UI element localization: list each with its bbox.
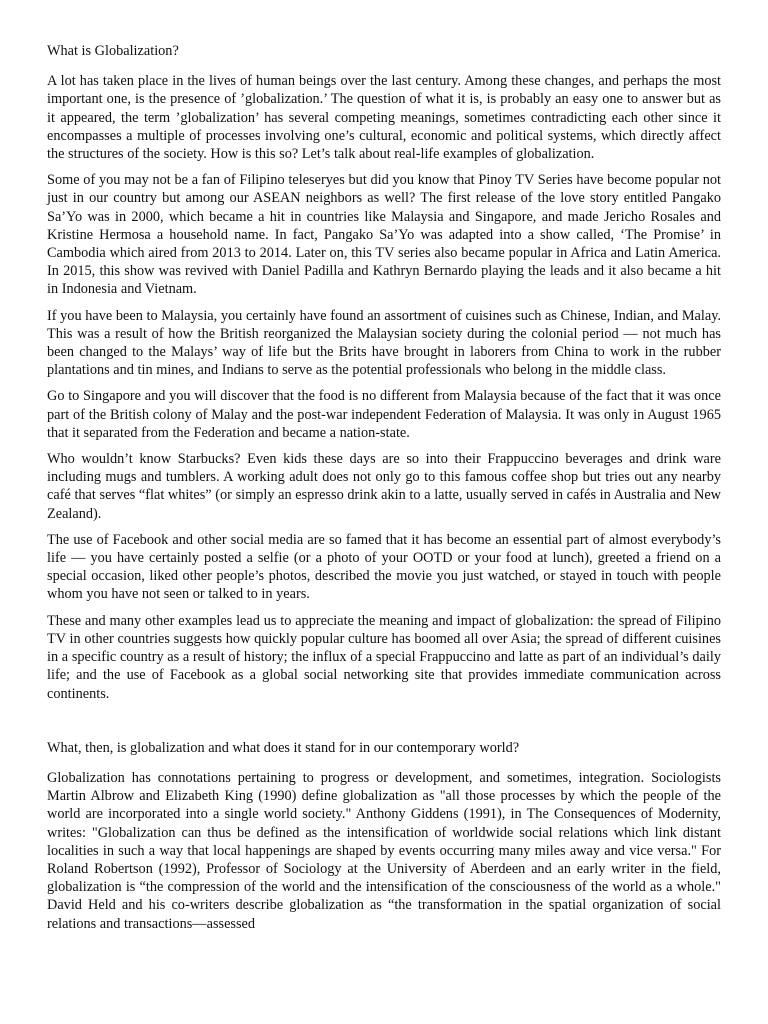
document-page xyxy=(47,42,721,941)
paragraph-malaysia: If you have been to Malaysia, you certainly have found an assortment of cuisines such as Chinese, Indian, and Malay. This was a result of how the British reorganized the Malaysian society during the colonial period — not much has been changed to the Malays’ way of life but the Brits have brought in laborers from China to work in the rubber plantations and tin mines, and Indians to serve as the potential professionals who belong in the middle class. xyxy=(47,307,721,379)
paragraph-starbucks: Who wouldn’t know Starbucks? Even kids these days are so into their Frappuccino beverages and drink ware including mugs and tumblers. A working adult does not only go to this famous coffee shop but tries out any nearby café that serves “flat whites” (or simply an espresso drink akin to a latte, usually served in cafés in Australia and New Zealand). xyxy=(47,451,721,522)
paragraph-singapore: Go to Singapore and you will discover that the food is no different from Malaysia because of the fact that it was once part of the British colony of Malay and the post-war independent Federation of Malaysia. It was only in August 1965 that it separated from the Federation and became a nation-state. xyxy=(47,388,721,441)
section-spacer xyxy=(47,711,721,739)
paragraph-facebook: The use of Facebook and other social media are so famed that it has become an essential part of almost everybody’s life — you have certainly posted a selfie (or a photo of your OOTD or your food at lunch), greeted a friend on a special occasion, liked other people’s photos, described the movie you just watched, or stayed in touch with people whom you have not seen or talked to in years. xyxy=(47,531,721,603)
paragraph-intro: A lot has taken place in the lives of human beings over the last century. Among these changes, and perhaps the most important one, is the presence of ’globalization.’ The question of what it is, is probably an easy one to answer but as it appeared, the term ’globalization’ has several competing meanings, sometimes contradicting each other since it encompasses a multiple of processes involving one’s cultural, economic and political systems, which directly affect the structures of the society. How is this so? Let’s talk about real-life examples of globalization. xyxy=(47,73,721,163)
paragraph-filipino-tv: Some of you may not be a fan of Filipino teleseryes but did you know that Pinoy TV Series have become popular not just in our country but among our ASEAN neighbors as well? The first release of the love story entitled Pangako Sa’Yo was in 2000, which became a hit in countries like Malaysia and Singapore, and made Jericho Rosales and Kristine Hermosa a household name. In fact, Pangako Sa’Yo was adapted into a show called, ‘The Promise’ in Cambodia which aired from 2013 to 2014. Later on, this TV series also became popular in Africa and Latin America. In 2015, this show was revived with Daniel Padilla and Kathryn Bernardo playing the leads and it also became a hit in Indonesia and Vietnam. xyxy=(47,172,721,298)
paragraph-summary: These and many other examples lead us to appreciate the meaning and impact of globalization: the spread of Filipino TV in other countries suggests how quickly popular culture has boomed all over Asia; the spread of different cuisines in a specific country as a result of history; the influx of a special Frappuccino and latte as part of an individual’s daily life; and the use of Facebook as a global social networking site that provides immediate communication across continents. xyxy=(47,612,721,702)
section-heading-what-is-globalization: What is Globalization? xyxy=(47,43,179,59)
paragraph-definitions: Globalization has connotations pertaining to progress or development, and sometimes, integration. Sociologists Martin Albrow and Elizabeth King (1990) define globalization as "all those processes by which the people of the world are incorporated into a single world society." Anthony Giddens (1991), in The Consequences of Modernity, writes: "Globalization can thus be defined as the intensification of worldwide social relations which link distant localities in such a way that local happenings are shaped by events occurring many miles away and vice versa." For Roland Robertson (1992), Professor of Sociology at the University of Aberdeen and an early writer in the field, globalization is “the compression of the world and the intensification of the consciousness of the world as a whole." David Held and his co-writers describe globalization as “the transformation in the spatial organization of social relations and transactions—assessed xyxy=(47,769,721,932)
section-heading-what-then: What, then, is globalization and what does it stand for in our contemporary world? xyxy=(47,739,520,756)
